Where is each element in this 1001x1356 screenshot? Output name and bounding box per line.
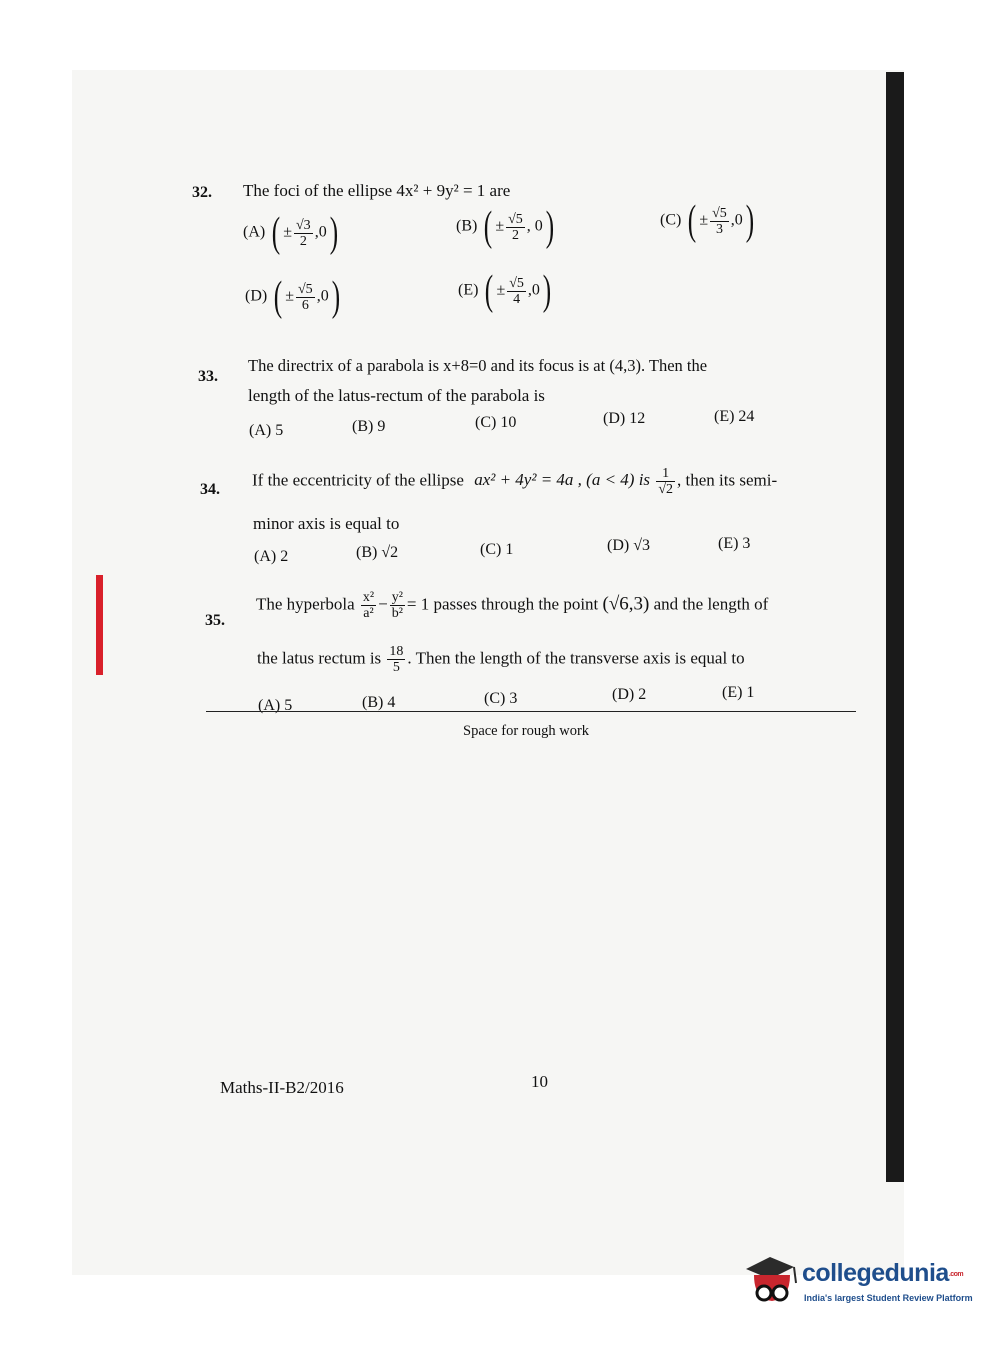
question-33-option-b: (B) 9 <box>352 418 386 435</box>
question-32-option-e <box>458 270 554 312</box>
fraction-denominator: b² <box>391 606 403 621</box>
option-fraction <box>506 212 525 243</box>
text-segment: the latus rectum is <box>257 648 382 668</box>
left-paren: ( <box>688 198 697 244</box>
collegedunia-logo <box>744 1253 974 1313</box>
option-tail: , 0 <box>526 217 543 235</box>
question-33-option-a: (A) 5 <box>249 422 284 439</box>
option-tail: ,0 <box>316 287 329 305</box>
option-tail: ,0 <box>730 211 743 229</box>
question-35-option-b: (B) 4 <box>362 694 396 711</box>
logo-tagline: India's largest Student Review Platform <box>804 1293 973 1303</box>
question-35-line-2 <box>257 644 745 675</box>
fraction-numerator: √5 <box>712 205 727 221</box>
fraction-numerator: 18 <box>389 644 404 659</box>
option-label: (C) <box>660 211 682 229</box>
question-32-option-a <box>243 212 341 254</box>
question-34-option-e: (E) 3 <box>718 535 751 552</box>
option-sign: ± <box>495 217 505 235</box>
question-33-number: 33. <box>198 368 218 385</box>
right-paren: ) <box>331 274 340 320</box>
question-34-line-2: minor axis is equal to <box>253 514 400 533</box>
red-margin-mark <box>96 575 103 675</box>
text-segment: The hyperbola <box>256 594 355 614</box>
fraction-denominator: 4 <box>513 291 521 307</box>
question-34-line-1 <box>252 466 777 497</box>
question-34-option-b: (B) √2 <box>356 544 399 561</box>
question-35-number: 35. <box>205 612 225 629</box>
page-edge-shadow <box>886 72 904 1182</box>
question-35-option-d: (D) 2 <box>612 686 647 703</box>
fraction-numerator: 1 <box>656 466 675 482</box>
text-segment: = 1 passes through the point <box>406 594 599 614</box>
option-sign: ± <box>285 287 294 305</box>
fraction-numerator: √5 <box>298 281 313 297</box>
latus-rectum-fraction <box>387 644 405 675</box>
fraction-denominator: 2 <box>511 227 519 243</box>
question-35-option-a: (A) 5 <box>258 697 293 714</box>
option-sign: ± <box>283 223 292 241</box>
page-number: 10 <box>531 1072 548 1091</box>
fraction-denominator: a² <box>363 606 374 621</box>
left-paren: ( <box>484 204 493 250</box>
left-paren: ( <box>272 210 281 256</box>
text-segment: If the eccentricity of the ellipse <box>252 470 464 490</box>
hyperbola-fraction-y <box>390 590 405 621</box>
question-34-option-a: (A) 2 <box>254 548 289 565</box>
question-35-option-e: (E) 1 <box>722 684 755 701</box>
fraction-denominator: 6 <box>301 297 309 313</box>
right-paren: ) <box>542 268 552 314</box>
text-segment: , then its semi- <box>677 470 778 490</box>
question-32-option-d <box>245 276 343 318</box>
question-33-line-1: The directrix of a parabola is x+8=0 and its focus is at (4,3). Then the <box>248 356 708 375</box>
paper-code: Maths-II-B2/2016 <box>220 1078 344 1097</box>
option-label: (A) <box>243 223 266 241</box>
option-label: (E) <box>458 281 479 299</box>
right-paren: ) <box>329 210 338 256</box>
right-paren: ) <box>545 204 554 250</box>
fraction-numerator: √5 <box>509 275 524 291</box>
option-label: (D) <box>245 287 268 305</box>
option-fraction <box>507 276 526 307</box>
mascot-icon <box>744 1253 802 1311</box>
question-32-number: 32. <box>192 184 212 201</box>
fraction-numerator: √3 <box>296 217 311 233</box>
fraction-denominator: 5 <box>392 660 400 675</box>
question-34-option-c: (C) 1 <box>480 541 514 558</box>
question-32-text: The foci of the ellipse 4x² + 9y² = 1 are <box>243 181 511 200</box>
fraction-numerator: x² <box>362 590 375 605</box>
question-33-line-2: length of the latus-rectum of the parabola is <box>248 386 545 405</box>
left-paren: ( <box>274 274 283 320</box>
fraction-denominator: 2 <box>299 233 307 249</box>
logo-name: collegedunia <box>802 1259 949 1287</box>
text-segment: . Then the length of the transverse axis is equal to <box>407 648 745 668</box>
option-fraction <box>710 206 729 237</box>
hyperbola-fraction-x <box>361 590 376 621</box>
question-35-line-1 <box>256 590 768 621</box>
option-fraction <box>296 282 315 313</box>
point-coordinates: (√6,3) <box>602 593 650 615</box>
eccentricity-fraction <box>656 466 675 497</box>
right-paren: ) <box>745 198 754 244</box>
option-sign: ± <box>699 211 709 229</box>
question-35-option-c: (C) 3 <box>484 690 518 707</box>
question-32-option-c <box>660 200 757 242</box>
minus-sign: − <box>378 594 388 614</box>
fraction-numerator: y² <box>391 590 403 605</box>
question-33-option-c: (C) 10 <box>475 414 517 431</box>
option-fraction <box>294 218 313 249</box>
text-segment: and the length of <box>653 594 769 614</box>
question-34-number: 34. <box>200 481 220 498</box>
question-33-option-d: (D) 12 <box>603 410 646 427</box>
option-tail: ,0 <box>314 223 327 241</box>
fraction-numerator: √5 <box>508 211 523 227</box>
option-tail: ,0 <box>527 281 540 299</box>
option-sign: ± <box>496 281 506 299</box>
fraction-denominator: 3 <box>715 221 723 237</box>
option-label: (B) <box>456 217 478 235</box>
fraction-denominator: √2 <box>658 482 673 497</box>
logo-wordmark <box>802 1259 963 1288</box>
rough-work-divider <box>206 711 856 712</box>
question-34-option-d: (D) √3 <box>607 537 650 554</box>
question-33-option-e: (E) 24 <box>714 408 755 425</box>
logo-domain: .com <box>948 1270 964 1278</box>
question-32-option-b <box>456 206 557 248</box>
ellipse-equation: ax² + 4y² = 4a , (a < 4) is <box>474 470 651 490</box>
left-paren: ( <box>485 268 494 314</box>
rough-work-label: Space for rough work <box>463 723 590 739</box>
